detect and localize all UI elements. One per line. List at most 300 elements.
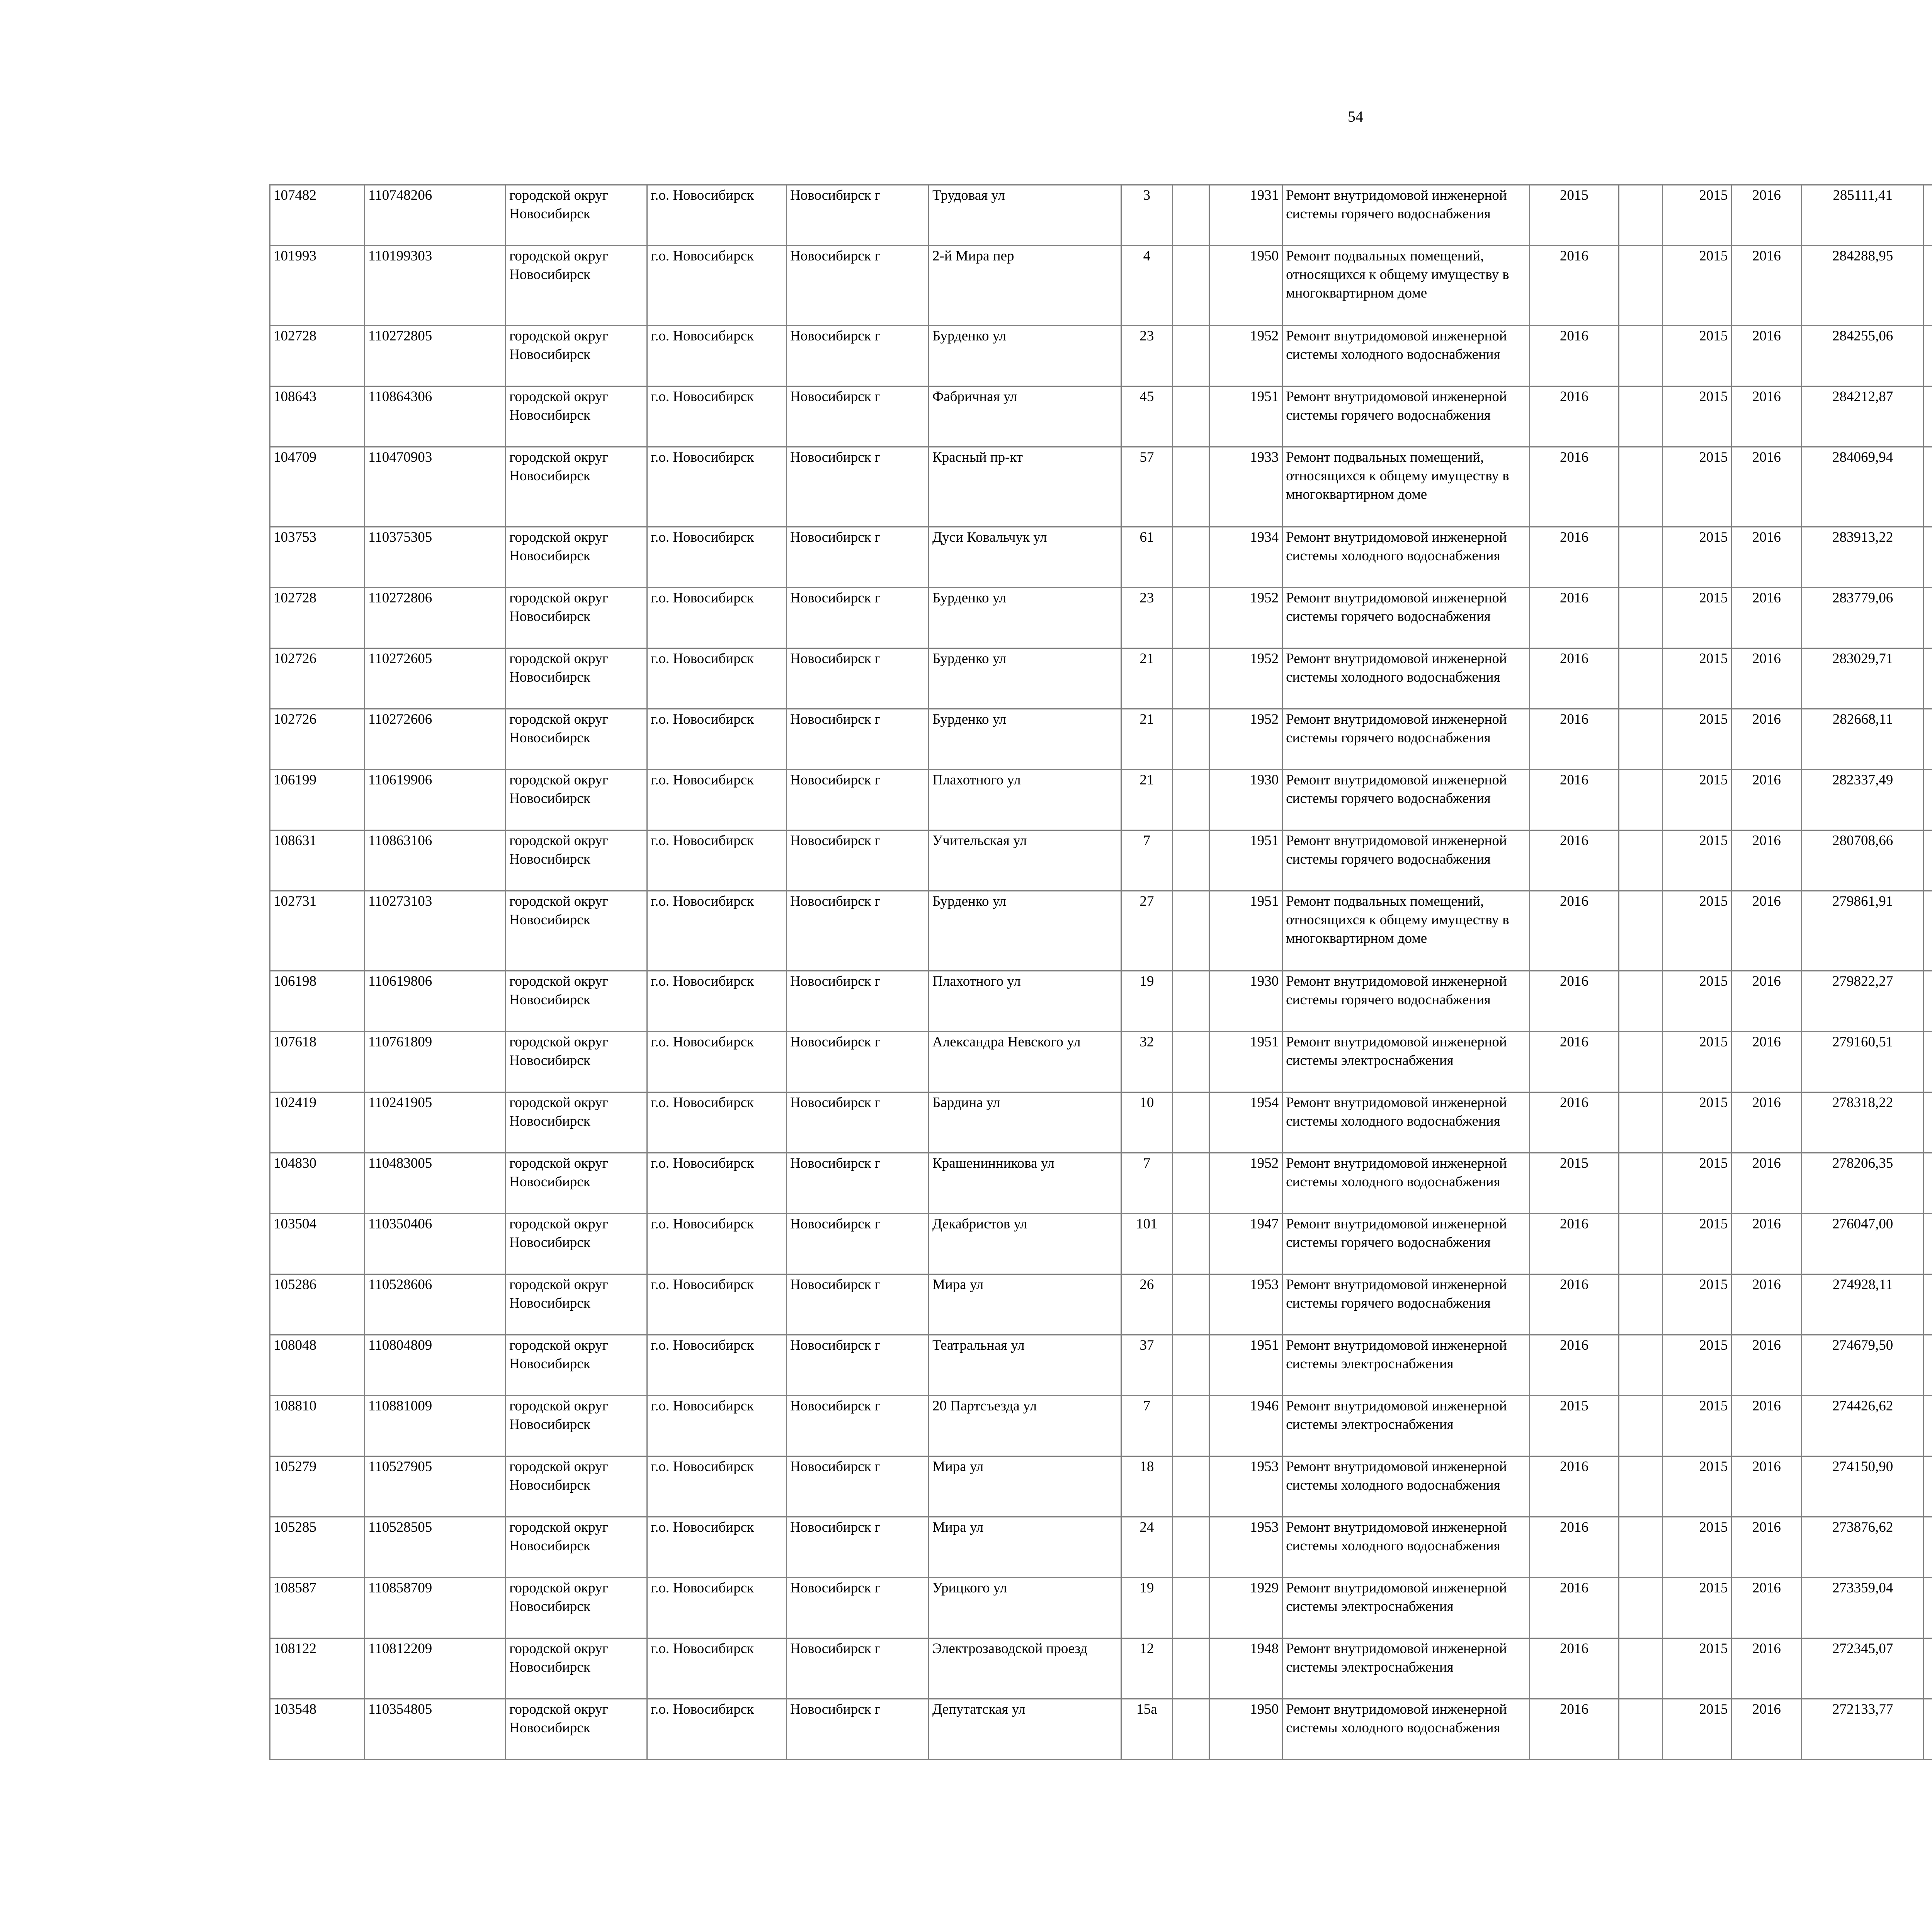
- cell-city: Новосибирск г: [786, 648, 929, 709]
- cell-code: 110354805: [365, 1699, 506, 1760]
- cell-code: 110864306: [365, 386, 506, 447]
- cell-house: 26: [1121, 1274, 1173, 1335]
- cell-period-from: 2015: [1662, 185, 1731, 246]
- cell-total: 284288,95: [1802, 246, 1924, 326]
- cell-municipality: городской округ Новосибирск: [506, 386, 647, 447]
- cell-empty: [1619, 185, 1663, 246]
- cell-house: 21: [1121, 648, 1173, 709]
- cell-period-from: 2015: [1662, 1638, 1731, 1699]
- cell-period-from: 2015: [1662, 1396, 1731, 1456]
- cell-district: г.о. Новосибирск: [647, 1699, 787, 1760]
- cell-work: Ремонт внутридомовой инженерной системы горячего водоснабжения: [1282, 770, 1530, 830]
- cell-work: Ремонт внутридомовой инженерной системы горячего водоснабжения: [1282, 588, 1530, 648]
- cell-code: 110272605: [365, 648, 506, 709]
- table-row: [270, 1699, 1932, 1760]
- cell-city: Новосибирск г: [786, 1335, 929, 1396]
- cell-street: Плахотного ул: [929, 770, 1121, 830]
- cell-municipality: городской округ Новосибирск: [506, 891, 647, 971]
- cell-id: 104709: [270, 447, 365, 527]
- cell-municipality: городской округ Новосибирск: [506, 1335, 647, 1396]
- cell-funds-1: [1923, 1032, 1932, 1092]
- cell-funds-1: [1923, 891, 1932, 971]
- cell-total: 284069,94: [1802, 447, 1924, 527]
- cell-id: 101993: [270, 246, 365, 326]
- cell-house: 24: [1121, 1517, 1173, 1578]
- cell-period-from: 2015: [1662, 830, 1731, 891]
- cell-plan-year: 2016: [1529, 447, 1619, 527]
- cell-work: Ремонт внутридомовой инженерной системы электроснабжения: [1282, 1335, 1530, 1396]
- cell-city: Новосибирск г: [786, 1153, 929, 1214]
- cell-year-built: 1952: [1209, 326, 1282, 386]
- cell-total: 279822,27: [1802, 971, 1924, 1032]
- cell-empty: [1173, 1638, 1209, 1699]
- cell-period-to: 2016: [1731, 1092, 1802, 1153]
- cell-funds-1: [1923, 527, 1932, 588]
- cell-empty: [1619, 770, 1663, 830]
- cell-id: 105286: [270, 1274, 365, 1335]
- table-row: [270, 386, 1932, 447]
- cell-code: 110483005: [365, 1153, 506, 1214]
- cell-empty: [1619, 1578, 1663, 1638]
- cell-city: Новосибирск г: [786, 386, 929, 447]
- cell-period-from: 2015: [1662, 1153, 1731, 1214]
- cell-district: г.о. Новосибирск: [647, 1153, 787, 1214]
- cell-code: 110619906: [365, 770, 506, 830]
- cell-plan-year: 2016: [1529, 1335, 1619, 1396]
- cell-empty: [1619, 326, 1663, 386]
- cell-year-built: 1952: [1209, 648, 1282, 709]
- cell-municipality: городской округ Новосибирск: [506, 709, 647, 770]
- cell-empty: [1173, 1214, 1209, 1274]
- cell-work: Ремонт внутридомовой инженерной системы горячего водоснабжения: [1282, 830, 1530, 891]
- table-row: [270, 709, 1932, 770]
- cell-plan-year: 2016: [1529, 1092, 1619, 1153]
- table-row: [270, 1517, 1932, 1578]
- cell-city: Новосибирск г: [786, 1578, 929, 1638]
- cell-district: г.о. Новосибирск: [647, 246, 787, 326]
- cell-house: 19: [1121, 971, 1173, 1032]
- cell-period-from: 2015: [1662, 1699, 1731, 1760]
- cell-funds-1: [1923, 1699, 1932, 1760]
- cell-city: Новосибирск г: [786, 1456, 929, 1517]
- cell-year-built: 1950: [1209, 246, 1282, 326]
- cell-year-built: 1951: [1209, 1335, 1282, 1396]
- cell-plan-year: 2016: [1529, 1456, 1619, 1517]
- cell-house: 37: [1121, 1335, 1173, 1396]
- cell-city: Новосибирск г: [786, 326, 929, 386]
- cell-code: 110863106: [365, 830, 506, 891]
- cell-work: Ремонт внутридомовой инженерной системы горячего водоснабжения: [1282, 1274, 1530, 1335]
- cell-house: 21: [1121, 709, 1173, 770]
- cell-period-from: 2015: [1662, 588, 1731, 648]
- cell-period-to: 2016: [1731, 588, 1802, 648]
- cell-code: 110241905: [365, 1092, 506, 1153]
- cell-period-to: 2016: [1731, 648, 1802, 709]
- table-row: [270, 1578, 1932, 1638]
- cell-empty: [1173, 891, 1209, 971]
- cell-empty: [1619, 1274, 1663, 1335]
- cell-funds-1: [1923, 830, 1932, 891]
- cell-period-from: 2015: [1662, 971, 1731, 1032]
- cell-work: Ремонт внутридомовой инженерной системы горячего водоснабжения: [1282, 185, 1530, 246]
- cell-code: 110527905: [365, 1456, 506, 1517]
- cell-code: 110812209: [365, 1638, 506, 1699]
- cell-empty: [1173, 1396, 1209, 1456]
- cell-period-to: 2016: [1731, 1699, 1802, 1760]
- cell-plan-year: 2016: [1529, 527, 1619, 588]
- cell-empty: [1619, 891, 1663, 971]
- cell-district: г.о. Новосибирск: [647, 1274, 787, 1335]
- cell-house: 3: [1121, 185, 1173, 246]
- cell-plan-year: 2015: [1529, 1153, 1619, 1214]
- cell-work: Ремонт внутридомовой инженерной системы электроснабжения: [1282, 1578, 1530, 1638]
- cell-street: Мира ул: [929, 1456, 1121, 1517]
- cell-street: Учительская ул: [929, 830, 1121, 891]
- cell-plan-year: 2016: [1529, 971, 1619, 1032]
- cell-district: г.о. Новосибирск: [647, 1517, 787, 1578]
- cell-code: 110528606: [365, 1274, 506, 1335]
- cell-funds-1: [1923, 1578, 1932, 1638]
- cell-city: Новосибирск г: [786, 709, 929, 770]
- cell-id: 108810: [270, 1396, 365, 1456]
- cell-district: г.о. Новосибирск: [647, 1032, 787, 1092]
- cell-period-from: 2015: [1662, 891, 1731, 971]
- cell-code: 110528505: [365, 1517, 506, 1578]
- cell-total: 278318,22: [1802, 1092, 1924, 1153]
- cell-empty: [1619, 527, 1663, 588]
- cell-period-from: 2015: [1662, 527, 1731, 588]
- cell-total: 283779,06: [1802, 588, 1924, 648]
- cell-period-to: 2016: [1731, 1032, 1802, 1092]
- table-row: [270, 770, 1932, 830]
- cell-street: Бурденко ул: [929, 326, 1121, 386]
- cell-id: 102728: [270, 588, 365, 648]
- cell-id: 102728: [270, 326, 365, 386]
- cell-id: 108048: [270, 1335, 365, 1396]
- cell-municipality: городской округ Новосибирск: [506, 588, 647, 648]
- cell-period-from: 2015: [1662, 1274, 1731, 1335]
- cell-year-built: 1953: [1209, 1274, 1282, 1335]
- table-row: [270, 1032, 1932, 1092]
- cell-empty: [1173, 971, 1209, 1032]
- cell-street: Александра Невского ул: [929, 1032, 1121, 1092]
- cell-work: Ремонт внутридомовой инженерной системы горячего водоснабжения: [1282, 386, 1530, 447]
- cell-empty: [1173, 1517, 1209, 1578]
- cell-period-to: 2016: [1731, 1214, 1802, 1274]
- cell-municipality: городской округ Новосибирск: [506, 648, 647, 709]
- cell-municipality: городской округ Новосибирск: [506, 1699, 647, 1760]
- cell-plan-year: 2016: [1529, 1214, 1619, 1274]
- cell-code: 110470903: [365, 447, 506, 527]
- cell-funds-1: [1923, 1517, 1932, 1578]
- cell-district: г.о. Новосибирск: [647, 1396, 787, 1456]
- cell-id: 102726: [270, 709, 365, 770]
- cell-work: Ремонт внутридомовой инженерной системы электроснабжения: [1282, 1032, 1530, 1092]
- table-row: [270, 1214, 1932, 1274]
- cell-code: 110748206: [365, 185, 506, 246]
- cell-empty: [1173, 386, 1209, 447]
- cell-period-from: 2015: [1662, 386, 1731, 447]
- cell-street: 20 Партсъезда ул: [929, 1396, 1121, 1456]
- cell-plan-year: 2016: [1529, 770, 1619, 830]
- cell-year-built: 1952: [1209, 588, 1282, 648]
- cell-period-from: 2015: [1662, 770, 1731, 830]
- cell-funds-1: [1923, 971, 1932, 1032]
- cell-municipality: городской округ Новосибирск: [506, 1456, 647, 1517]
- cell-street: Депутатская ул: [929, 1699, 1121, 1760]
- cell-period-to: 2016: [1731, 1456, 1802, 1517]
- cell-id: 108643: [270, 386, 365, 447]
- cell-district: г.о. Новосибирск: [647, 386, 787, 447]
- cell-empty: [1173, 1578, 1209, 1638]
- cell-funds-1: [1923, 246, 1932, 326]
- cell-id: 107482: [270, 185, 365, 246]
- cell-period-to: 2016: [1731, 891, 1802, 971]
- table-row: [270, 1456, 1932, 1517]
- cell-code: 110273103: [365, 891, 506, 971]
- cell-house: 10: [1121, 1092, 1173, 1153]
- cell-total: 274679,50: [1802, 1335, 1924, 1396]
- cell-empty: [1173, 1335, 1209, 1396]
- cell-street: Фабричная ул: [929, 386, 1121, 447]
- cell-district: г.о. Новосибирск: [647, 1638, 787, 1699]
- cell-house: 4: [1121, 246, 1173, 326]
- cell-empty: [1173, 246, 1209, 326]
- cell-street: Плахотного ул: [929, 971, 1121, 1032]
- cell-empty: [1619, 1638, 1663, 1699]
- cell-period-to: 2016: [1731, 1153, 1802, 1214]
- cell-district: г.о. Новосибирск: [647, 770, 787, 830]
- cell-district: г.о. Новосибирск: [647, 830, 787, 891]
- cell-city: Новосибирск г: [786, 1214, 929, 1274]
- cell-empty: [1173, 527, 1209, 588]
- cell-code: 110350406: [365, 1214, 506, 1274]
- cell-empty: [1619, 1456, 1663, 1517]
- table-row: [270, 1638, 1932, 1699]
- cell-period-to: 2016: [1731, 1274, 1802, 1335]
- cell-house: 7: [1121, 1153, 1173, 1214]
- cell-district: г.о. Новосибирск: [647, 185, 787, 246]
- cell-city: Новосибирск г: [786, 447, 929, 527]
- cell-total: 273876,62: [1802, 1517, 1924, 1578]
- cell-total: 274150,90: [1802, 1456, 1924, 1517]
- cell-total: 284212,87: [1802, 386, 1924, 447]
- cell-year-built: 1951: [1209, 386, 1282, 447]
- cell-empty: [1619, 971, 1663, 1032]
- cell-municipality: городской округ Новосибирск: [506, 1396, 647, 1456]
- cell-district: г.о. Новосибирск: [647, 1456, 787, 1517]
- cell-empty: [1619, 1396, 1663, 1456]
- cell-funds-1: [1923, 1092, 1932, 1153]
- cell-street: Урицкого ул: [929, 1578, 1121, 1638]
- table-row: [270, 185, 1932, 246]
- cell-street: Мира ул: [929, 1274, 1121, 1335]
- cell-funds-1: [1923, 1638, 1932, 1699]
- cell-district: г.о. Новосибирск: [647, 447, 787, 527]
- cell-period-to: 2016: [1731, 830, 1802, 891]
- cell-empty: [1173, 447, 1209, 527]
- cell-code: 110375305: [365, 527, 506, 588]
- cell-empty: [1173, 326, 1209, 386]
- cell-plan-year: 2016: [1529, 246, 1619, 326]
- cell-funds-1: [1923, 1214, 1932, 1274]
- repair-register-table: [269, 184, 1932, 1760]
- cell-year-built: 1951: [1209, 830, 1282, 891]
- cell-city: Новосибирск г: [786, 971, 929, 1032]
- cell-work: Ремонт подвальных помещений, относящихся к общему имуществу в многоквартирном доме: [1282, 246, 1530, 326]
- cell-street: Крашенинникова ул: [929, 1153, 1121, 1214]
- cell-period-to: 2016: [1731, 1335, 1802, 1396]
- table-row: [270, 1396, 1932, 1456]
- cell-period-from: 2015: [1662, 326, 1731, 386]
- cell-empty: [1173, 1274, 1209, 1335]
- cell-year-built: 1933: [1209, 447, 1282, 527]
- cell-work: Ремонт внутридомовой инженерной системы холодного водоснабжения: [1282, 1517, 1530, 1578]
- cell-total: 274426,62: [1802, 1396, 1924, 1456]
- cell-funds-1: [1923, 185, 1932, 246]
- cell-total: 279861,91: [1802, 891, 1924, 971]
- cell-city: Новосибирск г: [786, 1274, 929, 1335]
- cell-empty: [1173, 185, 1209, 246]
- cell-municipality: городской округ Новосибирск: [506, 246, 647, 326]
- cell-street: Бурденко ул: [929, 648, 1121, 709]
- cell-total: 282668,11: [1802, 709, 1924, 770]
- cell-street: Декабристов ул: [929, 1214, 1121, 1274]
- cell-total: 276047,00: [1802, 1214, 1924, 1274]
- cell-id: 102726: [270, 648, 365, 709]
- cell-plan-year: 2016: [1529, 1517, 1619, 1578]
- cell-empty: [1619, 1092, 1663, 1153]
- cell-period-to: 2016: [1731, 1578, 1802, 1638]
- cell-period-to: 2016: [1731, 326, 1802, 386]
- cell-municipality: городской округ Новосибирск: [506, 1153, 647, 1214]
- table-row: [270, 326, 1932, 386]
- cell-plan-year: 2016: [1529, 588, 1619, 648]
- cell-city: Новосибирск г: [786, 527, 929, 588]
- cell-id: 103504: [270, 1214, 365, 1274]
- cell-period-from: 2015: [1662, 709, 1731, 770]
- cell-city: Новосибирск г: [786, 1517, 929, 1578]
- cell-plan-year: 2016: [1529, 1638, 1619, 1699]
- cell-year-built: 1951: [1209, 891, 1282, 971]
- cell-empty: [1619, 447, 1663, 527]
- cell-total: 273359,04: [1802, 1578, 1924, 1638]
- cell-work: Ремонт внутридомовой инженерной системы холодного водоснабжения: [1282, 527, 1530, 588]
- cell-period-to: 2016: [1731, 386, 1802, 447]
- cell-municipality: городской округ Новосибирск: [506, 1638, 647, 1699]
- cell-house: 15а: [1121, 1699, 1173, 1760]
- cell-plan-year: 2016: [1529, 648, 1619, 709]
- cell-street: Бардина ул: [929, 1092, 1121, 1153]
- cell-period-from: 2015: [1662, 246, 1731, 326]
- cell-work: Ремонт внутридомовой инженерной системы холодного водоснабжения: [1282, 1699, 1530, 1760]
- cell-street: Театральная ул: [929, 1335, 1121, 1396]
- cell-street: Бурденко ул: [929, 709, 1121, 770]
- cell-municipality: городской округ Новосибирск: [506, 1032, 647, 1092]
- cell-period-to: 2016: [1731, 447, 1802, 527]
- cell-empty: [1619, 1032, 1663, 1092]
- cell-district: г.о. Новосибирск: [647, 1578, 787, 1638]
- cell-empty: [1619, 830, 1663, 891]
- cell-district: г.о. Новосибирск: [647, 588, 787, 648]
- table-body: [270, 185, 1932, 1760]
- cell-year-built: 1934: [1209, 527, 1282, 588]
- cell-district: г.о. Новосибирск: [647, 971, 787, 1032]
- cell-funds-1: [1923, 386, 1932, 447]
- cell-period-to: 2016: [1731, 1396, 1802, 1456]
- cell-house: 23: [1121, 588, 1173, 648]
- cell-year-built: 1930: [1209, 770, 1282, 830]
- cell-funds-1: [1923, 588, 1932, 648]
- cell-year-built: 1931: [1209, 185, 1282, 246]
- cell-house: 27: [1121, 891, 1173, 971]
- cell-funds-1: [1923, 1274, 1932, 1335]
- cell-period-to: 2016: [1731, 527, 1802, 588]
- cell-house: 101: [1121, 1214, 1173, 1274]
- cell-period-to: 2016: [1731, 1517, 1802, 1578]
- table-row: [270, 1153, 1932, 1214]
- cell-house: 57: [1121, 447, 1173, 527]
- cell-id: 107618: [270, 1032, 365, 1092]
- cell-code: 110881009: [365, 1396, 506, 1456]
- cell-house: 61: [1121, 527, 1173, 588]
- cell-municipality: городской округ Новосибирск: [506, 527, 647, 588]
- cell-funds-1: [1923, 1153, 1932, 1214]
- cell-house: 21: [1121, 770, 1173, 830]
- cell-funds-1: [1923, 709, 1932, 770]
- cell-id: 102731: [270, 891, 365, 971]
- cell-code: 110272606: [365, 709, 506, 770]
- cell-year-built: 1952: [1209, 709, 1282, 770]
- table-row: [270, 830, 1932, 891]
- cell-street: Трудовая ул: [929, 185, 1121, 246]
- cell-year-built: 1950: [1209, 1699, 1282, 1760]
- cell-total: 279160,51: [1802, 1032, 1924, 1092]
- cell-district: г.о. Новосибирск: [647, 527, 787, 588]
- cell-id: 103548: [270, 1699, 365, 1760]
- cell-id: 108587: [270, 1578, 365, 1638]
- table-row: [270, 246, 1932, 326]
- cell-code: 110804809: [365, 1335, 506, 1396]
- cell-code: 110761809: [365, 1032, 506, 1092]
- cell-period-from: 2015: [1662, 1335, 1731, 1396]
- cell-city: Новосибирск г: [786, 770, 929, 830]
- cell-empty: [1619, 246, 1663, 326]
- cell-house: 32: [1121, 1032, 1173, 1092]
- cell-plan-year: 2016: [1529, 891, 1619, 971]
- cell-year-built: 1953: [1209, 1456, 1282, 1517]
- cell-period-to: 2016: [1731, 246, 1802, 326]
- cell-work: Ремонт внутридомовой инженерной системы холодного водоснабжения: [1282, 1153, 1530, 1214]
- cell-municipality: городской округ Новосибирск: [506, 1578, 647, 1638]
- table-row: [270, 527, 1932, 588]
- cell-period-from: 2015: [1662, 648, 1731, 709]
- cell-city: Новосибирск г: [786, 1699, 929, 1760]
- cell-funds-1: [1923, 447, 1932, 527]
- cell-district: г.о. Новосибирск: [647, 648, 787, 709]
- cell-empty: [1173, 770, 1209, 830]
- cell-empty: [1619, 1153, 1663, 1214]
- cell-total: 272345,07: [1802, 1638, 1924, 1699]
- cell-empty: [1619, 1214, 1663, 1274]
- cell-city: Новосибирск г: [786, 891, 929, 971]
- cell-house: 7: [1121, 1396, 1173, 1456]
- cell-funds-1: [1923, 1456, 1932, 1517]
- cell-plan-year: 2016: [1529, 709, 1619, 770]
- table-row: [270, 891, 1932, 971]
- cell-empty: [1173, 1092, 1209, 1153]
- cell-empty: [1619, 386, 1663, 447]
